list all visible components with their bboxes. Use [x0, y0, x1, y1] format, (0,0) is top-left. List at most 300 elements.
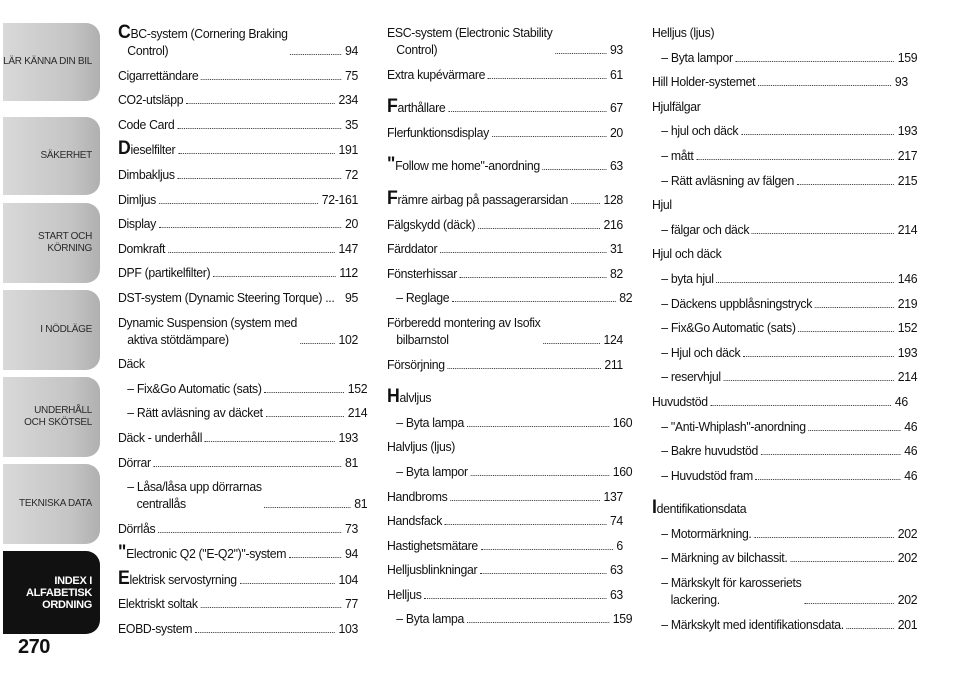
entry-term-text: Hill Holder-systemet: [652, 74, 756, 90]
entry-term-text: dentifikationsdata: [656, 501, 747, 517]
index-entry[interactable]: [652, 245, 908, 262]
entry-term-text: Extra kupévärmare: [387, 66, 486, 82]
entry-term: [118, 166, 175, 183]
index-entry[interactable]: [387, 512, 623, 529]
entry-term-text: Follow me home"-anordning: [395, 158, 540, 174]
dot-leader: [289, 557, 341, 558]
index-entry[interactable]: [118, 116, 358, 133]
entry-term-text: Fönsterhissar: [387, 265, 458, 281]
dot-leader: [711, 405, 892, 406]
page-ref[interactable]: 193: [897, 344, 918, 360]
dot-leader: [159, 203, 318, 204]
index-entry[interactable]: [652, 467, 917, 484]
entry-term: [652, 73, 755, 90]
entry-term: [118, 429, 202, 446]
entry-term: [387, 66, 485, 83]
tab-label: START OCH KÖRNING: [38, 231, 92, 254]
entry-term: [396, 463, 467, 480]
entry-term: [127, 404, 262, 421]
index-entry[interactable]: [118, 314, 358, 348]
dot-leader: [790, 561, 894, 562]
entry-term-continuation: bilbarnstol: [396, 331, 449, 347]
tab-tekniska-data[interactable]: [3, 464, 100, 544]
entry-term: [661, 147, 693, 164]
dot-leader: [460, 277, 606, 278]
entry-term: [387, 438, 455, 455]
page-ref[interactable]: 214: [897, 369, 918, 385]
tab-sakerhet[interactable]: [3, 117, 100, 195]
dot-leader: [200, 607, 341, 608]
entry-term-text: – Märkskylt med identifikationsdata.: [661, 616, 844, 632]
entry-term: [118, 289, 334, 306]
index-entry[interactable]: [118, 429, 358, 446]
dot-leader: [847, 628, 894, 629]
page-ref[interactable]: 46: [904, 443, 918, 459]
entry-term: [118, 191, 156, 208]
entry-term-text: Electronic Q2 ("E-Q2")"-system: [126, 546, 287, 562]
entry-term-continuation: lackering.: [670, 592, 720, 608]
page-ref[interactable]: 160: [612, 414, 633, 430]
index-entry[interactable]: [387, 124, 623, 141]
index-entry[interactable]: [652, 616, 917, 633]
page-ref[interactable]: 214: [897, 221, 918, 237]
index-entry[interactable]: [387, 586, 623, 603]
page-ref[interactable]: 216: [603, 216, 623, 232]
tab-index-alfabetisk-ordning[interactable]: [3, 551, 100, 634]
dot-leader: [696, 159, 894, 160]
entry-term-text: – byta hjul: [661, 270, 714, 286]
entry-term: [387, 488, 447, 505]
page-ref[interactable]: 72-161: [321, 191, 358, 207]
entry-term: [387, 240, 437, 257]
index-entry[interactable]: [652, 499, 908, 517]
index-entry[interactable]: [118, 620, 358, 637]
dot-leader: [471, 475, 609, 476]
entry-term-text: ESC-system (Electronic Stability: [387, 25, 553, 40]
index-entry[interactable]: [652, 295, 917, 312]
entry-term-text: Fälgskydd (däck): [387, 216, 476, 232]
index-entry[interactable]: [118, 24, 358, 59]
entry-term-text: Dörrlås: [118, 520, 156, 536]
entry-term-text: – Huvudstöd fram: [661, 467, 753, 483]
entry-term-text: – "Anti-Whiplash"-anordning: [661, 418, 806, 434]
entry-term: [118, 67, 198, 84]
entry-term: [118, 91, 183, 108]
index-entry[interactable]: [387, 66, 623, 83]
entry-term-text: – Märkning av bilchassit.: [661, 550, 788, 566]
page-ref[interactable]: 82: [619, 290, 633, 306]
index-entry[interactable]: [118, 380, 367, 397]
index-entry[interactable]: [387, 537, 623, 554]
page-ref[interactable]: 31: [609, 241, 623, 257]
entry-term: [661, 616, 844, 633]
page-ref[interactable]: 74: [609, 513, 623, 529]
letter-capital: I: [652, 497, 657, 519]
entry-term: [661, 525, 751, 542]
index-entry[interactable]: [652, 122, 917, 139]
entry-term: [387, 24, 552, 58]
entry-term: [387, 388, 431, 406]
page-ref[interactable]: 152: [897, 320, 918, 336]
page-ref[interactable]: 81: [344, 454, 358, 470]
entry-term: [387, 512, 442, 529]
entry-term-text: Hjulfälgar: [652, 98, 701, 114]
entry-term-text: Elektriskt soltak: [118, 596, 198, 612]
page-ref[interactable]: 81: [354, 496, 368, 512]
page-ref[interactable]: 201: [897, 616, 918, 632]
entry-term: [118, 116, 174, 133]
index-entry[interactable]: [652, 418, 917, 435]
dot-leader: [543, 343, 599, 344]
entry-term-text: – Byta lampa: [396, 611, 464, 627]
page-ref[interactable]: 219: [897, 295, 918, 311]
dot-leader: [265, 416, 344, 417]
dot-leader: [290, 54, 341, 55]
entry-term: [118, 567, 237, 589]
index-entry[interactable]: [652, 574, 917, 608]
entry-term: [387, 561, 477, 578]
page-ref[interactable]: 93: [894, 74, 908, 90]
page-ref[interactable]: 202: [897, 550, 918, 566]
index-entry[interactable]: [387, 289, 632, 306]
page-ref[interactable]: 73: [344, 520, 358, 536]
entry-term-text: lektrisk servostyrning: [129, 571, 237, 587]
index-entry[interactable]: [387, 610, 632, 627]
index-entry[interactable]: [652, 49, 917, 66]
tab-label: I NÖDLÄGE: [40, 324, 92, 335]
page-ref[interactable]: 46: [904, 418, 918, 434]
index-entry[interactable]: [118, 91, 358, 108]
page-ref[interactable]: 193: [338, 429, 358, 445]
entry-term-text: Hjul och däck: [652, 246, 722, 262]
index-entry[interactable]: [652, 24, 908, 41]
dot-leader: [448, 111, 606, 112]
entry-term: [661, 368, 720, 385]
page-ref[interactable]: 193: [897, 123, 918, 139]
chapter-tabs: [0, 0, 103, 686]
dot-leader: [158, 532, 341, 533]
dot-leader: [424, 598, 606, 599]
index-entry[interactable]: [118, 355, 358, 372]
entry-term-text: – fälgar och däck: [661, 221, 750, 237]
index-entry[interactable]: [652, 270, 917, 287]
entry-term-text: Domkraft: [118, 240, 166, 256]
dot-leader: [488, 78, 606, 79]
page-ref[interactable]: 124: [603, 331, 623, 347]
dot-leader: [440, 252, 606, 253]
entry-term: [396, 414, 464, 431]
entry-term: [118, 264, 210, 281]
entry-term: [118, 520, 155, 537]
index-entry[interactable]: [387, 561, 623, 578]
entry-term-text: – Byta lampor: [661, 49, 733, 65]
letter-capital: ": [118, 542, 127, 564]
entry-term: [661, 122, 738, 139]
entry-term-text: Helljus: [387, 586, 422, 602]
dot-leader: [186, 103, 335, 104]
letter-capital: H: [387, 386, 400, 408]
entry-term: [661, 270, 713, 287]
page-ref[interactable]: 217: [897, 147, 918, 163]
index-entry[interactable]: [387, 216, 623, 233]
index-entry[interactable]: [387, 314, 623, 348]
index-entry[interactable]: [652, 196, 908, 213]
entry-term-text: – Fix&Go Automatic (sats): [127, 380, 262, 396]
index-entry[interactable]: [118, 544, 358, 562]
entry-term: [661, 172, 794, 189]
entry-term: [661, 295, 812, 312]
entry-term: [118, 140, 175, 158]
dot-leader: [300, 343, 335, 344]
entry-term-text: Dimljus: [118, 191, 156, 207]
page-ref[interactable]: 20: [609, 124, 623, 140]
page-ref[interactable]: 137: [603, 488, 623, 504]
index-entry[interactable]: [652, 98, 908, 115]
page-ref[interactable]: 234: [338, 92, 358, 108]
page-ref[interactable]: 147: [338, 240, 358, 256]
entry-term: [652, 499, 746, 517]
letter-capital: D: [118, 138, 131, 160]
entry-term: [661, 319, 795, 336]
entry-term-text: arthållare: [397, 100, 446, 116]
dot-leader: [264, 392, 344, 393]
entry-term-text: Halvljus (ljus): [387, 439, 456, 455]
index-entry[interactable]: [387, 265, 623, 282]
page-ref[interactable]: 67: [609, 100, 623, 116]
page-ref[interactable]: 159: [897, 49, 918, 65]
entry-term-text: Display: [118, 216, 156, 232]
entry-term-text: Förberedd montering av Isofix: [387, 314, 541, 330]
entry-term-text: EOBD-system: [118, 621, 193, 637]
page-ref[interactable]: 95: [344, 289, 358, 305]
page-ref[interactable]: 46: [894, 393, 908, 409]
tab-underhall-och-skotsel[interactable]: [3, 377, 100, 457]
index-entry[interactable]: [387, 187, 623, 209]
dot-leader: [741, 134, 894, 135]
page-ref[interactable]: 61: [609, 66, 623, 82]
letter-capital: F: [387, 187, 398, 209]
index-entry[interactable]: [387, 356, 623, 373]
page-ref[interactable]: 6: [616, 537, 623, 553]
entry-term: [118, 24, 288, 59]
entry-term-text: – hjul och däck: [661, 123, 739, 139]
dot-leader: [809, 430, 901, 431]
index-entry[interactable]: [652, 73, 908, 90]
page-ref[interactable]: 72: [344, 166, 358, 182]
page-ref[interactable]: 128: [603, 191, 623, 207]
entry-term: [127, 380, 261, 397]
page-ref[interactable]: 160: [612, 463, 633, 479]
dot-leader: [492, 136, 607, 137]
index-entry[interactable]: [118, 140, 358, 158]
dot-leader: [264, 507, 350, 508]
page-ref[interactable]: 102: [338, 331, 358, 347]
dot-leader: [478, 228, 600, 229]
index-entry[interactable]: [652, 344, 917, 361]
entry-term-text: Försörjning: [387, 356, 445, 372]
tab-i-nodlage[interactable]: [3, 290, 100, 370]
index-entry[interactable]: [652, 525, 917, 542]
entry-term-text: – Byta lampa: [396, 414, 464, 430]
index-entry[interactable]: [652, 549, 917, 566]
entry-term-continuation: Control): [396, 42, 438, 57]
entry-term-continuation: centrallås: [136, 496, 186, 512]
entry-term-text: Flerfunktionsdisplay: [387, 124, 489, 140]
entry-term: [118, 595, 198, 612]
page-ref[interactable]: 191: [338, 142, 358, 158]
entry-term-text: BC-system (Cornering Braking: [130, 26, 288, 41]
entry-term: [127, 478, 261, 512]
entry-term: [387, 265, 457, 282]
entry-term: [387, 216, 475, 233]
index-entry[interactable]: [118, 454, 358, 471]
entry-term-text: Hastighetsmätare: [387, 537, 478, 553]
tab-label: TEKNISKA DATA: [19, 498, 92, 509]
letter-capital: C: [118, 22, 131, 43]
dot-leader: [756, 479, 901, 480]
index-entry[interactable]: [652, 393, 908, 410]
index-entry[interactable]: [387, 156, 623, 174]
index-entry[interactable]: [118, 289, 358, 306]
letter-capital: F: [387, 96, 398, 118]
dot-leader: [159, 227, 341, 228]
page-ref[interactable]: 215: [897, 172, 918, 188]
page-ref[interactable]: 103: [338, 621, 358, 637]
dot-leader: [555, 53, 606, 54]
page-ref[interactable]: 75: [344, 67, 358, 83]
tab-label: INDEX I ALFABETISK ORDNING: [25, 574, 92, 611]
dot-leader: [178, 178, 342, 179]
page-ref[interactable]: 46: [904, 467, 918, 483]
tab-label: LÄR KÄNNA DIN BIL: [3, 56, 92, 67]
entry-term-text: alvljus: [399, 390, 432, 406]
page-ref[interactable]: 202: [897, 592, 918, 608]
dot-leader: [448, 368, 601, 369]
dot-leader: [736, 61, 894, 62]
entry-term: [387, 98, 445, 116]
page-ref[interactable]: 104: [338, 571, 358, 587]
entry-term-text: – Rätt avläsning av fälgen: [661, 172, 794, 188]
index-entry[interactable]: [118, 166, 358, 183]
page-ref[interactable]: 202: [897, 525, 918, 541]
page-ref[interactable]: 211: [604, 356, 623, 372]
dot-leader: [445, 524, 606, 525]
index-entry[interactable]: [118, 520, 358, 537]
entry-term-text: – Fix&Go Automatic (sats): [661, 320, 796, 336]
index-entry[interactable]: [118, 67, 358, 84]
dot-leader: [815, 307, 894, 308]
index-entry[interactable]: [652, 221, 917, 238]
page-ref[interactable]: 35: [344, 116, 358, 132]
entry-term: [387, 156, 540, 174]
dot-leader: [195, 632, 335, 633]
index-entry[interactable]: [118, 478, 367, 512]
index-entry[interactable]: [387, 438, 623, 455]
entry-term-text: – Låsa/låsa upp dörrarnas: [127, 479, 262, 495]
index-entry[interactable]: [387, 388, 623, 406]
entry-term-text: – Motormärkning.: [661, 525, 752, 541]
page-ref[interactable]: 214: [347, 405, 368, 421]
index-entry[interactable]: [652, 172, 917, 189]
entry-term-text: – Hjul och däck: [661, 344, 741, 360]
page-ref[interactable]: 82: [609, 265, 623, 281]
entry-term: [118, 620, 192, 637]
entry-term: [652, 393, 708, 410]
index-column-2: [387, 24, 633, 635]
entry-term-text: Däck - underhåll: [118, 429, 203, 445]
index-entry[interactable]: [118, 264, 358, 281]
letter-capital: E: [118, 567, 130, 589]
entry-term: [118, 215, 156, 232]
entry-term-text: CO2-utsläpp: [118, 92, 184, 108]
index-entry[interactable]: [387, 24, 623, 58]
entry-term-text: – Byta lampor: [396, 463, 468, 479]
index-entry[interactable]: [387, 463, 632, 480]
index-entry[interactable]: [652, 368, 917, 385]
dot-leader: [480, 573, 606, 574]
entry-term-text: Code Card: [118, 116, 175, 132]
dot-leader: [177, 128, 341, 129]
dot-leader: [752, 233, 894, 234]
page-ref[interactable]: 20: [344, 216, 358, 232]
page-ref[interactable]: 146: [897, 270, 918, 286]
page-ref[interactable]: 112: [339, 265, 358, 281]
entry-term-text: – Reglage: [396, 290, 450, 306]
page-ref[interactable]: 77: [344, 596, 358, 612]
page-ref[interactable]: 152: [347, 380, 368, 396]
entry-term-text: Handbroms: [387, 488, 448, 504]
index-entry[interactable]: [387, 98, 623, 116]
entry-term-text: rämre airbag på passagerarsidan: [397, 191, 569, 207]
entry-term-text: ieselfilter: [130, 142, 176, 158]
page-ref[interactable]: 93: [609, 42, 623, 57]
index-entry[interactable]: [118, 191, 358, 208]
dot-leader: [571, 203, 600, 204]
entry-term-text: – Märkskylt för karosseriets: [661, 575, 802, 591]
index-entry[interactable]: [387, 240, 623, 257]
index-entry[interactable]: [652, 147, 917, 164]
dot-leader: [804, 603, 894, 604]
dot-leader: [168, 252, 335, 253]
index-entry[interactable]: [118, 567, 358, 589]
entry-term: [652, 196, 672, 213]
tab-label: SÄKERHET: [40, 150, 92, 161]
tab-start-och-korning[interactable]: [3, 203, 100, 283]
entry-term-text: Dynamic Suspension (system med: [118, 314, 298, 330]
dot-leader: [543, 169, 607, 170]
dot-leader: [798, 331, 894, 332]
tab-lar-kanna-din-bil[interactable]: [3, 23, 100, 101]
page-ref[interactable]: 94: [344, 546, 358, 562]
entry-term: [118, 454, 151, 471]
dot-leader: [213, 276, 336, 277]
index-entry[interactable]: [387, 414, 632, 431]
dot-leader: [240, 583, 335, 584]
index-entry[interactable]: [652, 319, 917, 336]
page-ref[interactable]: 63: [609, 562, 623, 578]
page-ref[interactable]: 63: [609, 158, 623, 174]
index-entry[interactable]: [652, 442, 917, 459]
entry-term-text: Huvudstöd: [652, 393, 708, 409]
page-ref[interactable]: 94: [344, 43, 358, 58]
page-ref[interactable]: 63: [609, 586, 623, 602]
index-entry[interactable]: [387, 488, 623, 505]
index-entry[interactable]: [118, 404, 367, 421]
index-entry[interactable]: [118, 240, 358, 257]
index-entry[interactable]: [118, 595, 358, 612]
page-ref[interactable]: 159: [612, 611, 633, 627]
index-entry[interactable]: [118, 215, 358, 232]
